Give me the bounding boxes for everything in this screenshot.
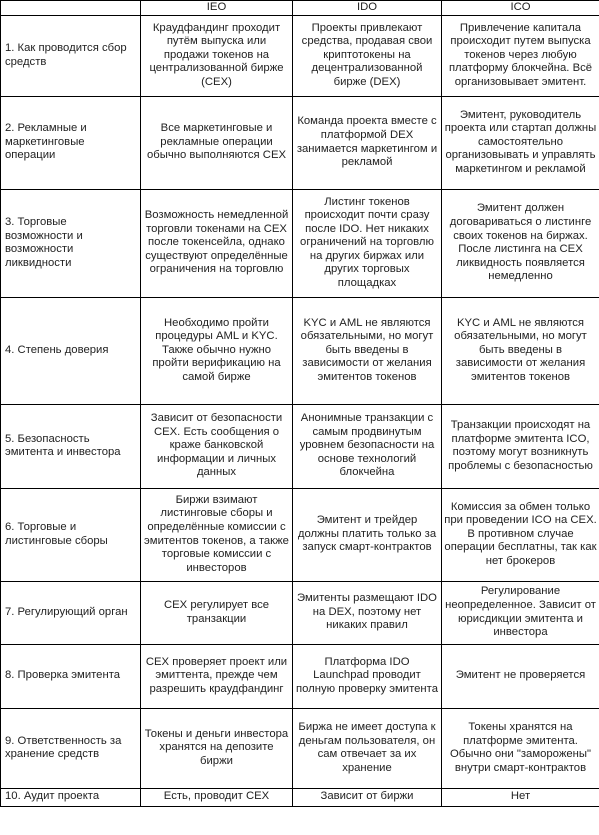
ido-cell: Команда проекта вместе с платформой DEX занимается маркетингом и рекламой xyxy=(293,96,442,189)
table-row xyxy=(1,644,599,708)
ido-cell: Анонимные транзакции с самым продвинутым уровнем безопасности на основе технологий блокчейна xyxy=(293,404,442,488)
row-label: 9. Ответственность за хранение средств xyxy=(1,708,141,788)
header-corner xyxy=(1,1,141,16)
ieo-cell: Необходимо пройти процедуры AML и KYC. Также обычно нужно пройти верификацию на самой бирже xyxy=(141,297,293,404)
header-row xyxy=(1,1,599,16)
ico-cell: Эмитент не проверяется xyxy=(442,644,599,708)
table-row xyxy=(1,96,599,189)
ieo-cell: Все маркетинговые и рекламные операции обычно выполняются CEX xyxy=(141,96,293,189)
ico-cell: Эмитент, руководитель проекта или стартап должны самостоятельно организовывать и управлять маркетингом и рекламой xyxy=(442,96,599,189)
ieo-cell: Биржи взимают листинговые сборы и определённые комиссии с эмитентов токенов, а также торговые комиссии с инвесторов xyxy=(141,488,293,581)
table-row xyxy=(1,404,599,488)
ieo-cell: CEX проверяет проект или эмиттента, прежде чем разрешить краудфандинг xyxy=(141,644,293,708)
ido-cell: Листинг токенов происходит почти сразу после IDO. Нет никаких ограничений на торговлю на других биржах или других торговых площадках xyxy=(293,189,442,297)
row-label: 3. Торговые возможности и возможности ликвидности xyxy=(1,189,141,297)
table-row xyxy=(1,581,599,644)
table-row xyxy=(1,15,599,96)
header-ieo: IEO xyxy=(141,1,293,16)
row-label: 1. Как проводится сбор средств xyxy=(1,15,141,96)
row-label: 8. Проверка эмитента xyxy=(1,644,141,708)
ido-cell: Проекты привлекают средства, продавая свои криптотокены на децентрализованной бирже (DEX) xyxy=(293,15,442,96)
header-ico: ICO xyxy=(442,1,599,16)
table-row xyxy=(1,488,599,581)
ico-cell: Привлечение капитала происходит путем выпуска токенов через любую платформу блокчейна. Всё организовывает эмитент. xyxy=(442,15,599,96)
ieo-cell: Токены и деньги инвестора хранятся на депозите биржи xyxy=(141,708,293,788)
ico-cell: Регулирование неопределенное. Зависит от юрисдикции эмитента и инвестора xyxy=(442,581,599,644)
ido-cell: KYC и AML не являются обязательными, но могут быть введены в зависимости от желания эмитентов токенов xyxy=(293,297,442,404)
ico-cell: Нет xyxy=(442,788,599,806)
ico-cell: Транзакции происходят на платформе эмитента ICO, поэтому могут возникнуть проблемы с безопасностью xyxy=(442,404,599,488)
row-label: 7. Регулирующий орган xyxy=(1,581,141,644)
row-label: 5. Безопасность эмитента и инвестора xyxy=(1,404,141,488)
row-label: 10. Аудит проекта xyxy=(1,788,141,806)
ido-cell: Платформа IDO Launchpad проводит полную проверку эмитента xyxy=(293,644,442,708)
ieo-cell: Возможность немедленной торговли токенами на CEX после токенсейла, однако существуют определённые ограничения на торговлю xyxy=(141,189,293,297)
table-row xyxy=(1,708,599,788)
table-row xyxy=(1,788,599,806)
ico-cell: Эмитент должен договариваться о листинге своих токенов на биржах. После листинга на CEX ликвидность появляется немедленно xyxy=(442,189,599,297)
ieo-cell: Есть, проводит CEX xyxy=(141,788,293,806)
ico-cell: Комиссия за обмен только при проведении ICO на CEX. В противном случае операции бесплатны, так как нет брокеров xyxy=(442,488,599,581)
table-row xyxy=(1,297,599,404)
ieo-cell: CEX регулирует все транзакции xyxy=(141,581,293,644)
ico-cell: KYC и AML не являются обязательными, но могут быть введены в зависимости от желания эмитентов токенов xyxy=(442,297,599,404)
ieo-cell: Зависит от безопасности CEX. Есть сообщения о краже банковской информации и личных данных xyxy=(141,404,293,488)
row-label: 4. Степень доверия xyxy=(1,297,141,404)
ido-cell: Эмитенты размещают IDO на DEX, поэтому нет никаких правил xyxy=(293,581,442,644)
ido-cell: Эмитент и трейдер должны платить только за запуск смарт-контрактов xyxy=(293,488,442,581)
table-row xyxy=(1,189,599,297)
row-label: 6. Торговые и листинговые сборы xyxy=(1,488,141,581)
ido-cell: Биржа не имеет доступа к деньгам пользователя, он сам отвечает за их хранение xyxy=(293,708,442,788)
ieo-cell: Краудфандинг проходит путём выпуска или продажи токенов на централизованной бирже (CEX) xyxy=(141,15,293,96)
ido-cell: Зависит от биржи xyxy=(293,788,442,806)
ico-cell: Токены хранятся на платформе эмитента. Обычно они "заморожены" внутри смарт-контрактов xyxy=(442,708,599,788)
header-ido: IDO xyxy=(293,1,442,16)
row-label: 2. Рекламные и маркетинговые операции xyxy=(1,96,141,189)
